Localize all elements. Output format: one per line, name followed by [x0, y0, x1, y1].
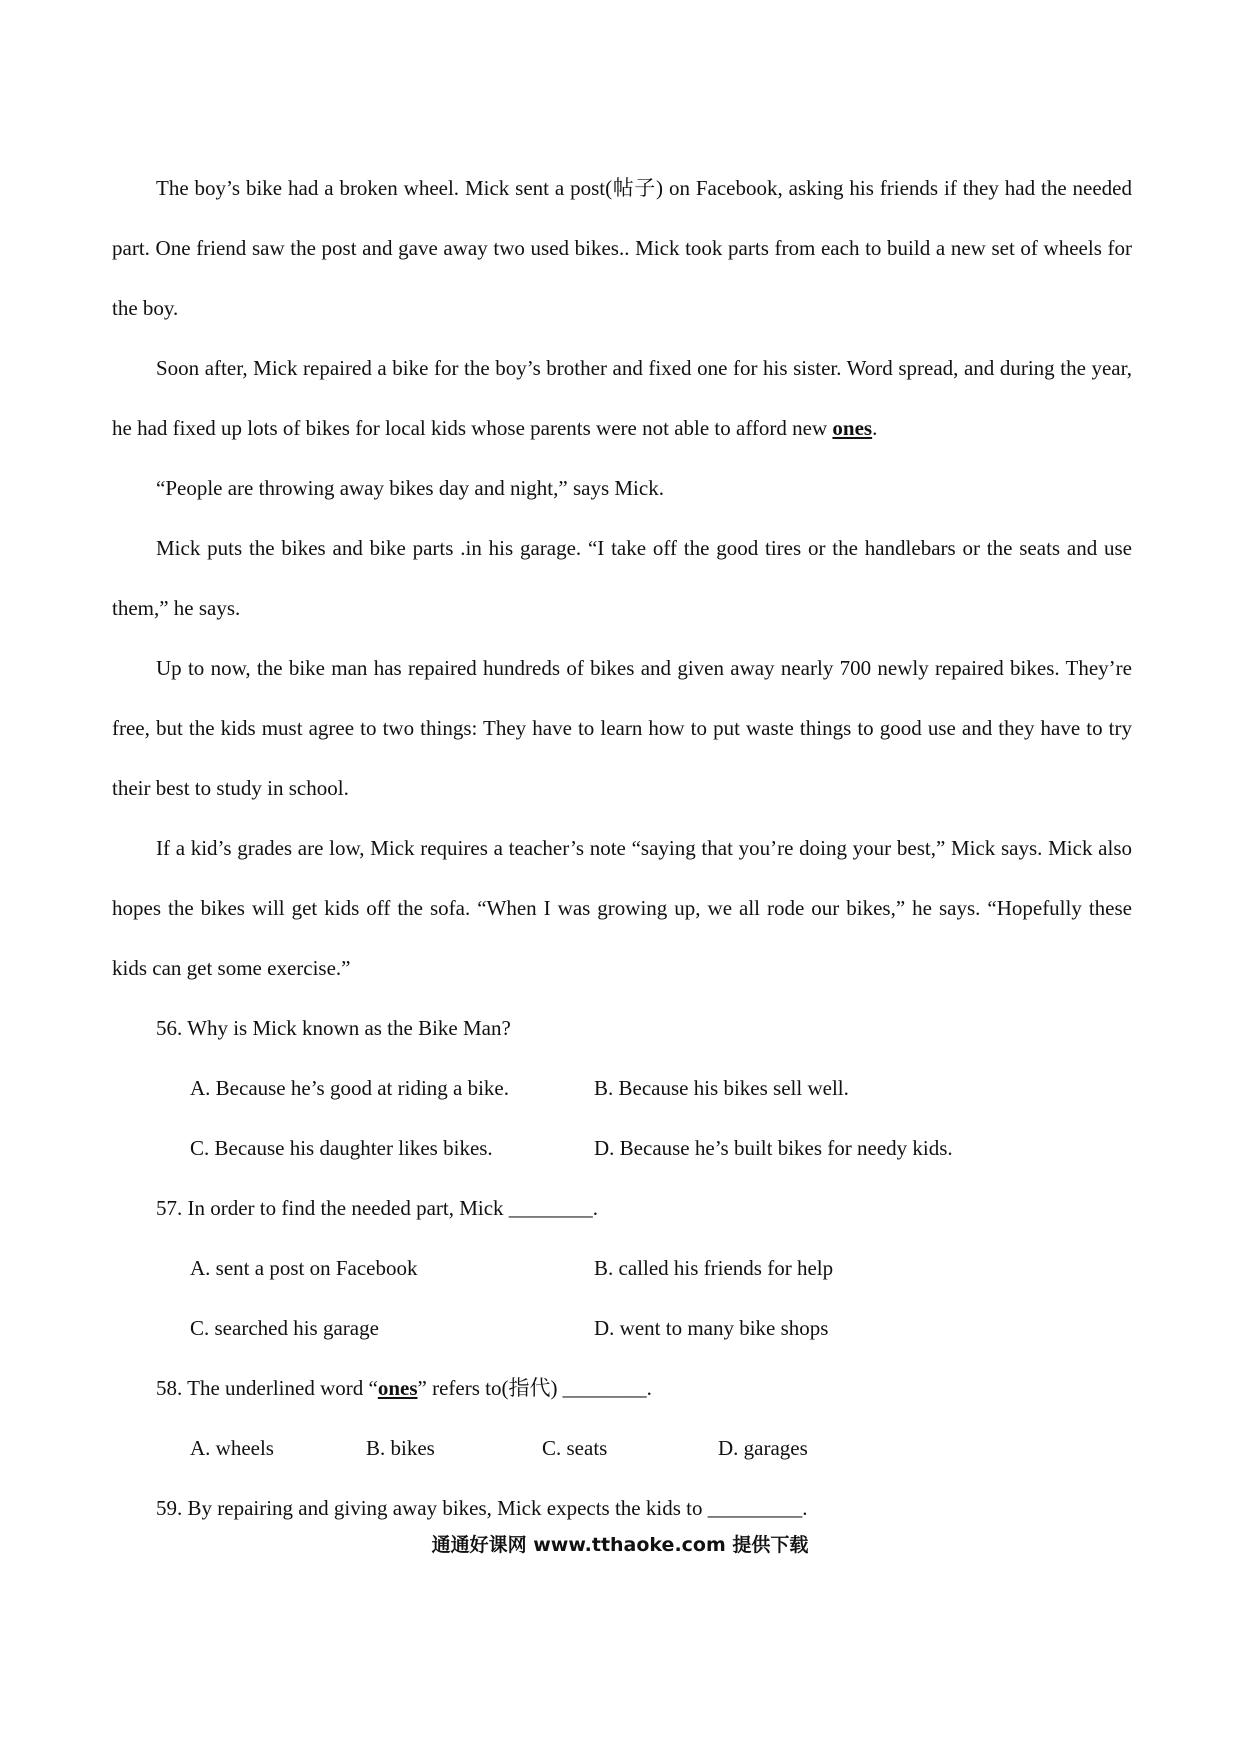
- question-57-options-row-2: [112, 1298, 1132, 1358]
- paragraph-5: Up to now, the bike man has repaired hundreds of bikes and given away nearly 700 newly repaired bikes. They’re free, but the kids must agree to two things: They have to learn how to put waste things to good use and they have to try their best to study in school.: [112, 656, 1132, 800]
- paragraph-4: Mick puts the bikes and bike parts .in his garage. “I take off the good tires or the handlebars or the seats and use them,” he says.: [112, 536, 1132, 620]
- question-58-stem-start: 58. The underlined word “: [156, 1376, 378, 1400]
- question-58-option-b: B. bikes: [366, 1436, 435, 1460]
- paragraph-3: “People are throwing away bikes day and night,” says Mick.: [156, 476, 664, 500]
- underlined-word-ones: ones: [832, 416, 873, 440]
- question-57-option-b: B. called his friends for help: [594, 1256, 834, 1280]
- question-56-options-row-1: [112, 1058, 1132, 1118]
- question-56-option-b: B. Because his bikes sell well.: [594, 1076, 849, 1100]
- paragraph-2: [112, 338, 1132, 458]
- question-58-option-c: C. seats: [542, 1436, 608, 1460]
- question-57-option-d: D. went to many bike shops: [594, 1316, 829, 1340]
- question-56-option-d: D. Because he’s built bikes for needy kids.: [594, 1136, 953, 1160]
- question-56-stem: 56. Why is Mick known as the Bike Man?: [156, 1016, 511, 1040]
- question-58-stem-end: ” refers to(指代) ________.: [417, 1376, 652, 1400]
- question-58-underlined-word: ones: [377, 1376, 418, 1400]
- question-58-options: [112, 1418, 1132, 1478]
- question-56-options-row-2: [112, 1118, 1132, 1178]
- page-footer: 通通好课网 www.tthaoke.com 提供下载: [431, 1534, 809, 1556]
- document-content: [112, 158, 1132, 1538]
- question-57-stem: 57. In order to find the needed part, Mick ________.: [156, 1196, 599, 1220]
- question-59-stem: 59. By repairing and giving away bikes, Mick expects the kids to _________.: [156, 1496, 808, 1520]
- question-58-option-a: A. wheels: [190, 1436, 274, 1460]
- paragraph-1: The boy’s bike had a broken wheel. Mick sent a post(帖子) on Facebook, asking his friends if they had the needed part. One friend saw the post and gave away two used bikes.. Mick took parts from each to build a new set of wheels for the boy.: [112, 176, 1132, 320]
- paragraph-6: If a kid’s grades are low, Mick requires a teacher’s note “saying that you’re doing your best,” Mick says. Mick also hopes the bikes will get kids off the sofa. “When I was growing up, we all rode our bikes,” he says. “Hopefully these kids can get some exercise.”: [112, 836, 1132, 980]
- question-57-option-c: C. searched his garage: [190, 1316, 379, 1340]
- question-58-stem: [112, 1358, 1132, 1418]
- question-58-option-d: D. garages: [718, 1436, 808, 1460]
- question-56-option-a: A. Because he’s good at riding a bike.: [190, 1076, 509, 1100]
- paragraph-2-text: Soon after, Mick repaired a bike for the boy’s brother and fixed one for his sister. Word spread, and during the year, he had fixed up lots of bikes for local kids whose parents were not able to afford new: [112, 356, 1132, 440]
- question-57-option-a: A. sent a post on Facebook: [190, 1256, 418, 1280]
- paragraph-2-end: .: [872, 416, 878, 440]
- question-56-option-c: C. Because his daughter likes bikes.: [190, 1136, 493, 1160]
- question-57-options-row-1: [112, 1238, 1132, 1298]
